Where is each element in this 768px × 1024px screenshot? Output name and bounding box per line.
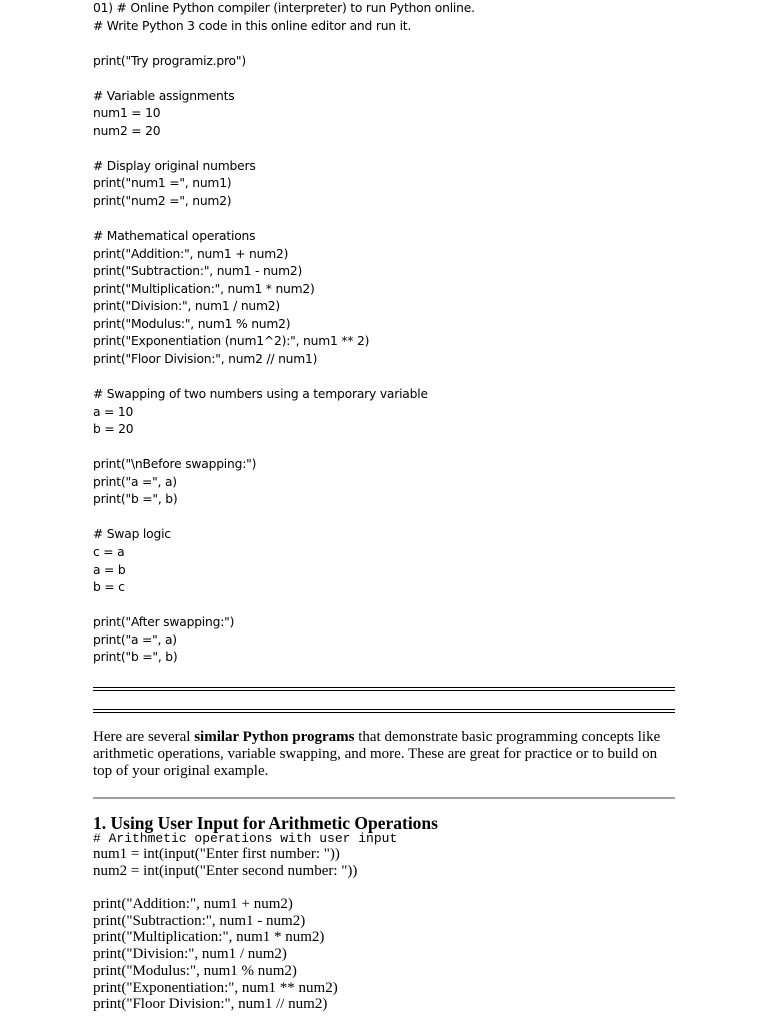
section-heading: 1. Using User Input for Arithmetic Operations — [93, 813, 438, 833]
code-line: b = c — [93, 580, 125, 595]
intro-bold-text: similar Python programs — [194, 729, 355, 745]
code-line: print("Floor Division:", num1 // num2) — [93, 996, 328, 1013]
code-line: print("Addition:", num1 + num2) — [93, 246, 289, 261]
code-line — [93, 879, 357, 896]
double-divider — [93, 687, 675, 691]
code-line: # Swap logic — [93, 527, 171, 542]
code-line: print("Exponentiation (num1^2):", num1 ** 2) — [93, 334, 370, 349]
intro-paragraph — [93, 729, 675, 780]
code-line: # Variable assignments — [93, 88, 235, 103]
code-line: print("a =", a) — [93, 474, 177, 489]
code-line: print("Floor Division:", num2 // num1) — [93, 351, 318, 366]
code-line: print("Modulus:", num1 % num2) — [93, 962, 297, 979]
code-line — [93, 368, 675, 386]
code-line: # Write Python 3 code in this online editor and run it. — [93, 18, 412, 33]
code-comment: # Arithmetic operations with user input — [93, 831, 398, 846]
code-line: num1 = 10 — [93, 106, 161, 121]
double-divider — [93, 709, 675, 713]
code-line: # Mathematical operations — [93, 229, 256, 244]
original-code-block — [93, 0, 675, 667]
code-line: print("b =", b) — [93, 492, 178, 507]
code-line: print("Division:", num1 / num2) — [93, 299, 281, 314]
intro-text-before: Here are several — [93, 729, 195, 745]
code-line: num2 = int(input("Enter second number: ")) — [93, 862, 358, 879]
code-line: 01) # Online Python compiler (interpreter) to run Python online. — [93, 1, 475, 15]
code-line — [93, 211, 675, 229]
code-line: # Swapping of two numbers using a temporary variable — [93, 387, 428, 402]
code-line: # Display original numbers — [93, 158, 256, 173]
code-line — [93, 439, 675, 457]
document-page — [93, 0, 675, 1013]
code-line: print("a =", a) — [93, 632, 177, 647]
code-line: b = 20 — [93, 422, 134, 437]
code-line — [93, 70, 675, 88]
code-line: print("\nBefore swapping:") — [93, 457, 257, 472]
code-line: print("b =", b) — [93, 650, 178, 665]
code-line: print("Subtraction:", num1 - num2) — [93, 264, 303, 279]
code-line: num1 = int(input("Enter first number: ")) — [93, 846, 340, 862]
code-line: print("num1 =", num1) — [93, 176, 232, 191]
code-line: print("Subtraction:", num1 - num2) — [93, 912, 306, 929]
horizontal-divider — [93, 797, 675, 799]
code-line: print("Exponentiation:", num1 ** num2) — [93, 979, 338, 996]
code-line: print("num2 =", num2) — [93, 194, 232, 209]
code-line: a = b — [93, 562, 126, 577]
code-line: print("Try programiz.pro") — [93, 53, 246, 68]
code-line: print("Multiplication:", num1 * num2) — [93, 281, 315, 296]
code-line: num2 = 20 — [93, 123, 161, 138]
code-line — [93, 509, 675, 527]
code-line: c = a — [93, 544, 125, 559]
code-line — [93, 597, 675, 615]
code-line: print("After swapping:") — [93, 615, 235, 630]
code-line — [93, 35, 675, 53]
code-line: print("Multiplication:", num1 * num2) — [93, 929, 325, 946]
example-code-block — [93, 846, 357, 1013]
code-line: print("Addition:", num1 + num2) — [93, 896, 293, 913]
code-line: print("Division:", num1 / num2) — [93, 946, 287, 963]
code-line: a = 10 — [93, 404, 134, 419]
code-line — [93, 140, 675, 158]
intro-text-after: that demonstrate basic programming concepts like arithmetic operations, variable swapping, and more. These are great for practice or to build on top of your original example. — [93, 729, 661, 779]
code-line: print("Modulus:", num1 % num2) — [93, 316, 291, 331]
